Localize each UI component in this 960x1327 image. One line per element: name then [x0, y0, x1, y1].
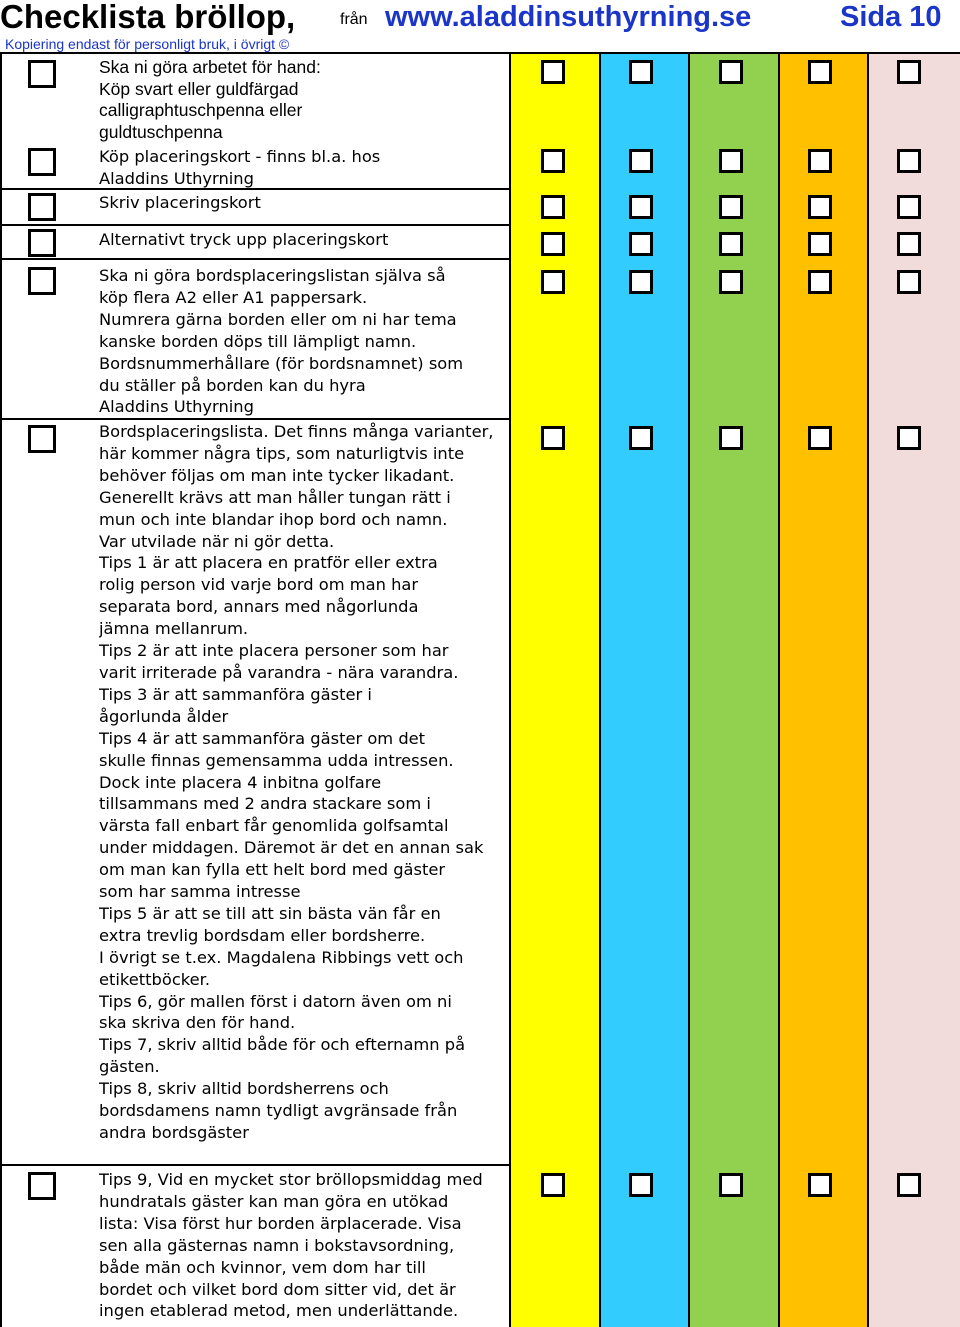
- checkbox-pink[interactable]: [897, 149, 921, 173]
- checkbox-pink[interactable]: [897, 195, 921, 219]
- task-text: Skriv placeringskort: [99, 193, 261, 212]
- copyright-notice: Kopiering endast för personligt bruk, i övrigt ©: [5, 36, 290, 52]
- row-divider: [0, 1164, 509, 1166]
- row-checkbox[interactable]: [28, 60, 56, 88]
- checkbox-blue[interactable]: [629, 270, 653, 294]
- page-header: [0, 0, 960, 52]
- checkbox-orange[interactable]: [808, 232, 832, 256]
- checkbox-orange[interactable]: [808, 1173, 832, 1197]
- checkbox-yellow[interactable]: [541, 270, 565, 294]
- page-title: Checklista bröllop,: [0, 0, 296, 35]
- checkbox-pink[interactable]: [897, 60, 921, 84]
- checkbox-yellow[interactable]: [541, 1173, 565, 1197]
- checkbox-pink[interactable]: [897, 426, 921, 450]
- row-checkbox[interactable]: [28, 193, 56, 221]
- checkbox-yellow[interactable]: [541, 149, 565, 173]
- row-divider: [0, 224, 509, 226]
- checkbox-green[interactable]: [719, 60, 743, 84]
- checkbox-blue[interactable]: [629, 426, 653, 450]
- row-checkbox[interactable]: [28, 148, 56, 176]
- checkbox-green[interactable]: [719, 270, 743, 294]
- checkbox-pink[interactable]: [897, 1173, 921, 1197]
- task-text: Köp placeringskort - finns bl.a. hos Aladdins Uthyrning: [99, 147, 381, 188]
- checkbox-yellow[interactable]: [541, 232, 565, 256]
- checkbox-blue[interactable]: [629, 60, 653, 84]
- column-divider: [778, 52, 780, 1327]
- checkbox-green[interactable]: [719, 426, 743, 450]
- checkbox-pink[interactable]: [897, 232, 921, 256]
- checkbox-orange[interactable]: [808, 149, 832, 173]
- row-checkbox[interactable]: [28, 425, 56, 453]
- page-number: Sida 10: [840, 1, 942, 33]
- task-text: Ska ni göra arbetet för hand: Köp svart eller guldfärgad calligraphtuschpenna eller guldtuschpenna: [99, 57, 321, 142]
- checkbox-blue[interactable]: [629, 195, 653, 219]
- checkbox-yellow[interactable]: [541, 195, 565, 219]
- checkbox-pink[interactable]: [897, 270, 921, 294]
- header-url-link[interactable]: www.aladdinsuthyrning.se: [385, 1, 752, 33]
- checkbox-orange[interactable]: [808, 426, 832, 450]
- row-checkbox[interactable]: [28, 229, 56, 257]
- column-divider: [867, 52, 869, 1327]
- task-text: Tips 9, Vid en mycket stor bröllopsmiddag med hundratals gäster kan man göra en utökad lista: Visa först hur borden ärplacerade. Visa sen alla gästernas namn i bokstavsordning, både män och kvinnor, vem dom har till bordet och vilket bord dom sitter vid, det är ingen etablerad metod, men underlättande.: [99, 1170, 483, 1321]
- table-border-top: [0, 52, 960, 54]
- task-text: Bordsplaceringslista. Det finns många varianter, här kommer några tips, som naturligtvis inte behöver följas om man inte tycker likadant. Generellt krävs att man håller tungan rätt i mun och inte blandar ihop bord och namn. Var utvilade när ni gör detta. Tips 1 är att placera en pratför eller extra rolig person vid varje bord om man har separata bord, annars med någorlunda jämna mellanrum. Tips 2 är att inte placera personer som har varit irriterade på varandra - nära varandra. Tips 3 är att sammanföra gäster i ågorlunda ålder Tips 4 är att sammanföra gäster om det skulle finnas gemensamma udda intressen. Dock inte placera 4 inbitna golfare tillsammans med 2 andra stackare som i värsta fall enbart får genomlida golfsamtal under middagen. Däremot är det en annan sak om man kan fylla ett helt bord med gäster som har samma intresse Tips 5 är att se till att sin bästa vän får en extra trevlig bordsdam eller bordsherre. I övrigt se t.ex. Magdalena Ribbings vett och etikettböcker. Tips 6, gör mallen först i datorn även om ni ska skriva den för hand. Tips 7, skriv alltid både för och efternamn på gästen. Tips 8, skriv alltid bordsherrens och bordsdamens namn tydligt avgränsade från andra bordsgäster: [99, 422, 494, 1142]
- task-text: Ska ni göra bordsplaceringslistan själva så köp flera A2 eller A1 pappersark. Numrera gärna borden eller om ni har tema kanske borden döps till lämpligt namn. Bordsnummerhållare (för bordsnamnet) som du ställer på borden kan du hyra Aladdins Uthyrning: [99, 266, 464, 417]
- row-checkbox[interactable]: [28, 267, 56, 295]
- table-border-left: [0, 52, 2, 1327]
- checkbox-yellow[interactable]: [541, 426, 565, 450]
- checkbox-blue[interactable]: [629, 149, 653, 173]
- task-text: Alternativt tryck upp placeringskort: [99, 230, 389, 249]
- header-from: från: [340, 11, 368, 28]
- checkbox-green[interactable]: [719, 232, 743, 256]
- checkbox-orange[interactable]: [808, 270, 832, 294]
- column-divider: [599, 52, 601, 1327]
- column-divider: [688, 52, 690, 1327]
- checkbox-green[interactable]: [719, 149, 743, 173]
- checkbox-yellow[interactable]: [541, 60, 565, 84]
- checkbox-orange[interactable]: [808, 195, 832, 219]
- checkbox-green[interactable]: [719, 195, 743, 219]
- checkbox-orange[interactable]: [808, 60, 832, 84]
- checkbox-blue[interactable]: [629, 1173, 653, 1197]
- row-divider: [0, 258, 509, 260]
- checkbox-blue[interactable]: [629, 232, 653, 256]
- checkbox-green[interactable]: [719, 1173, 743, 1197]
- row-checkbox[interactable]: [28, 1172, 56, 1200]
